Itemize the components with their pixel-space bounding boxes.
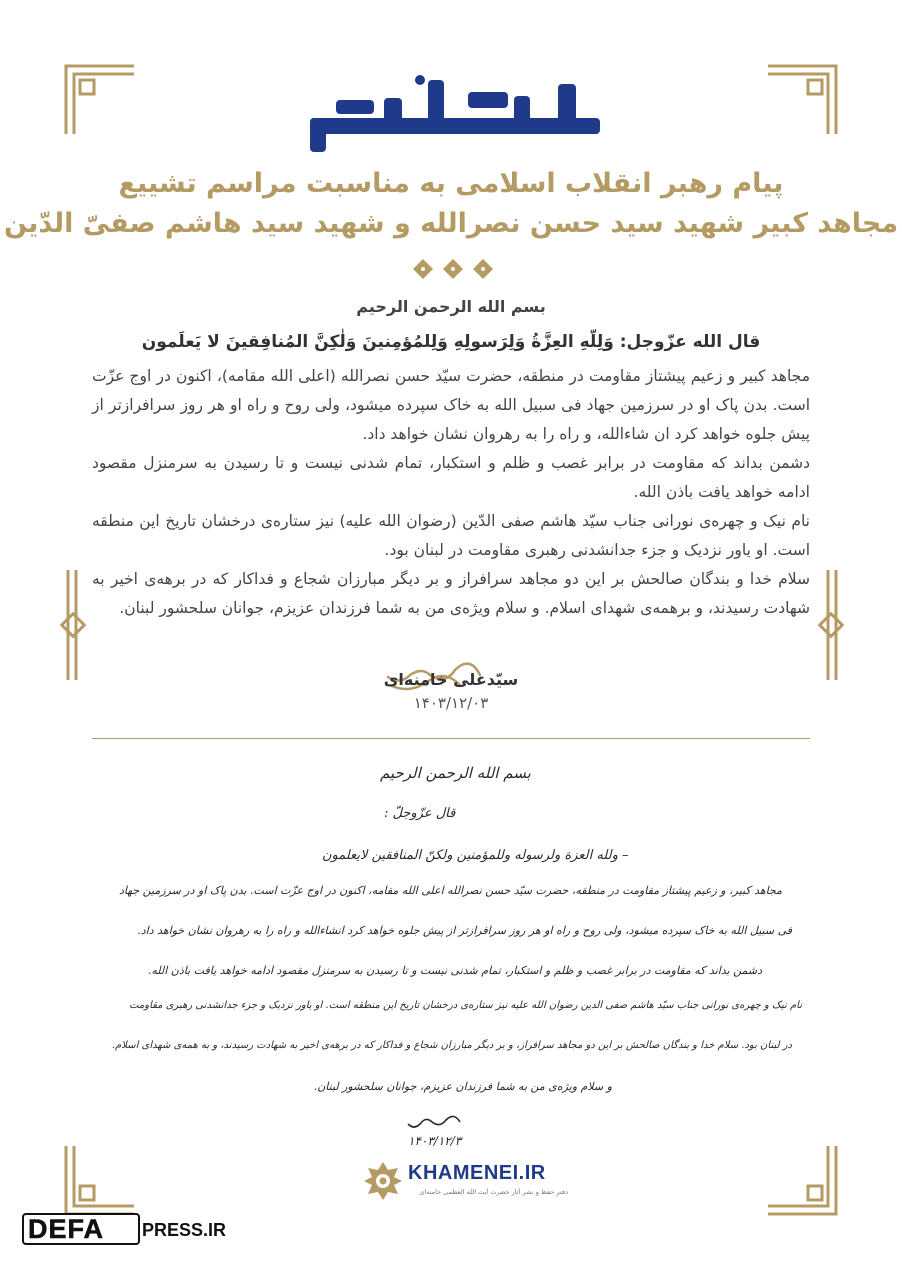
section-divider bbox=[92, 738, 810, 739]
paragraph-4: سلام خدا و بندگان صالحش بر این دو مجاهد سرافراز و بر دیگر مبارزان شجاع و فداکار که در برهه‌ی اخیر به شهادت رسیدند، و برهمه‌ی شهدای اسلام. و سلام ویژه‌ی من به شما فرزندان عزیزم، جوانان سلحشور لبنان. bbox=[92, 570, 810, 617]
handwritten-line-5: در لبنان بود. سلام خدا و بندگان صالحش بر این دو مجاهد سرافراز، و بر دیگر مبارزان شجاع و فداکار که در برهه‌ی اخیر به شهادت رسیدند، و به همه‌ی شهدای اسلام. bbox=[111, 1040, 792, 1051]
diamond-separator-icon bbox=[408, 258, 498, 280]
handwritten-line-3: دشمن بداند که مقاومت در برابر غصب و ظلم و استکبار، تمام شدنی نیست و تا رسیدن به سرمنزل مقصود ادامه خواهد یافت باذن الله. bbox=[147, 964, 762, 977]
handwritten-line-6: و سلام ویژه‌ی من به شما فرزندان عزیزم، جوانان سلحشور لبنان. bbox=[313, 1080, 612, 1093]
handwritten-line-4: نام نیک و چهره‌ی نورانی جناب سیّد هاشم صفی الدین رضوان الله علیه نیز ستاره‌ی درخشان تاریخ این منطقه است. او یاور نزدیک و جزء جدانشدنی رهبری مقاومت bbox=[129, 1000, 802, 1011]
handwritten-line-1: مجاهد کبیر، و زعیم پیشتاز مقاومت در منطقه، حضرت سیّد حسن نصرالله اعلی الله مقامه، اکنون در اوج عزّت است. بدن پاک او در سرزمین جهاد bbox=[119, 884, 782, 897]
paragraph-3: نام نیک و چهره‌ی نورانی جناب سیّد هاشم صفی الدّین (رضوان الله علیه) نیز ستاره‌ی درخشان تاریخ این منطقه است. او یاور نزدیک و جزء جدانشدنی رهبری مقاومت در لبنان بود. bbox=[92, 512, 810, 559]
signature-date: ۱۴۰۳/۱۲/۰۳ bbox=[413, 694, 489, 712]
handwritten-date: ۱۴۰۳/۱۲/۳ bbox=[408, 1134, 462, 1148]
handwritten-verse: – ولله العزة ولرسوله وللمؤمنین ولکنّ المنافقین لایعلمون bbox=[322, 848, 629, 863]
khamenei-ir-logo bbox=[364, 1160, 574, 1204]
handwritten-line-2: فی سبیل الله به خاک سپرده میشود، ولی روح و راه او هر روز سرافرازتر از پیش جلوه خواهد کرد انشاءالله و راه را به رهروان نشان خواهد داد. bbox=[137, 924, 792, 937]
bismillah: بسم الله الرحمن الرحیم bbox=[356, 297, 546, 316]
side-ornament-left-icon bbox=[60, 570, 86, 680]
handwritten-signature-icon bbox=[400, 1108, 470, 1134]
paragraph-1: مجاهد کبیر و زعیم پیشتاز مقاومت در منطقه، حضرت سیّد حسن نصرالله (اعلی الله مقامه)، اکنون در اوج عزّت است. بدن پاک او در سرزمین جهاد فی سبیل الله به خاک سپرده میشود، ولی روح و راه او هر روز سرافرازتر از پیش جلوه خواهد کرد ان شاءالله، و راه را به رهروان نشان خواهد داد. bbox=[92, 367, 810, 443]
watermark-press: PRESS.IR bbox=[142, 1220, 227, 1240]
footer-tagline: دفتر حفظ و نشر آثار حضرت آیت الله العظمی خامنه‌ای bbox=[419, 1188, 568, 1196]
corner-ornament-top-left-icon bbox=[64, 64, 136, 136]
signer-name: سیّدعلی خامنه‌ای bbox=[383, 670, 519, 689]
defapress-watermark bbox=[22, 1213, 227, 1247]
corner-ornament-bottom-left-icon bbox=[64, 1144, 136, 1216]
logo-text: عهد عزت bbox=[453, 158, 457, 159]
side-ornament-right-icon bbox=[818, 570, 844, 680]
corner-ornament-top-right-icon bbox=[766, 64, 838, 136]
watermark-defa: DEFA bbox=[28, 1214, 105, 1244]
handwritten-bismillah: بسم الله الرحمن الرحیم bbox=[380, 764, 531, 782]
handwritten-qal: قال عزّوجلّ : bbox=[384, 806, 456, 821]
footer-brand: KHAMENEI.IR bbox=[408, 1162, 546, 1184]
title-line-2: مجاهد کبیر شهید سید حسن نصرالله و شهید سید هاشم صفیّ الدّین bbox=[3, 208, 899, 239]
ahd-ezzat-logo bbox=[300, 70, 610, 160]
corner-ornament-bottom-right-icon bbox=[766, 1144, 838, 1216]
paragraph-2: دشمن بداند که مقاومت در برابر غصب و ظلم و استکبار، تمام شدنی نیست و تا رسیدن به سرمنزل مقصود ادامه خواهد یافت باذن الله. bbox=[92, 454, 810, 501]
title-line-1: پیام رهبر انقلاب اسلامی به مناسبت مراسم تشییع bbox=[118, 168, 784, 199]
quran-verse: قال الله عزّوجل: وَلِلّهِ العِزَّةُ وَلِرَسولِهِ وَلِلمُؤمِنینَ وَلٰکِنَّ المُنافِقینَ لا یَعلَمون bbox=[141, 332, 761, 352]
message-body bbox=[92, 362, 810, 623]
khamenei-emblem-icon bbox=[364, 1162, 402, 1200]
